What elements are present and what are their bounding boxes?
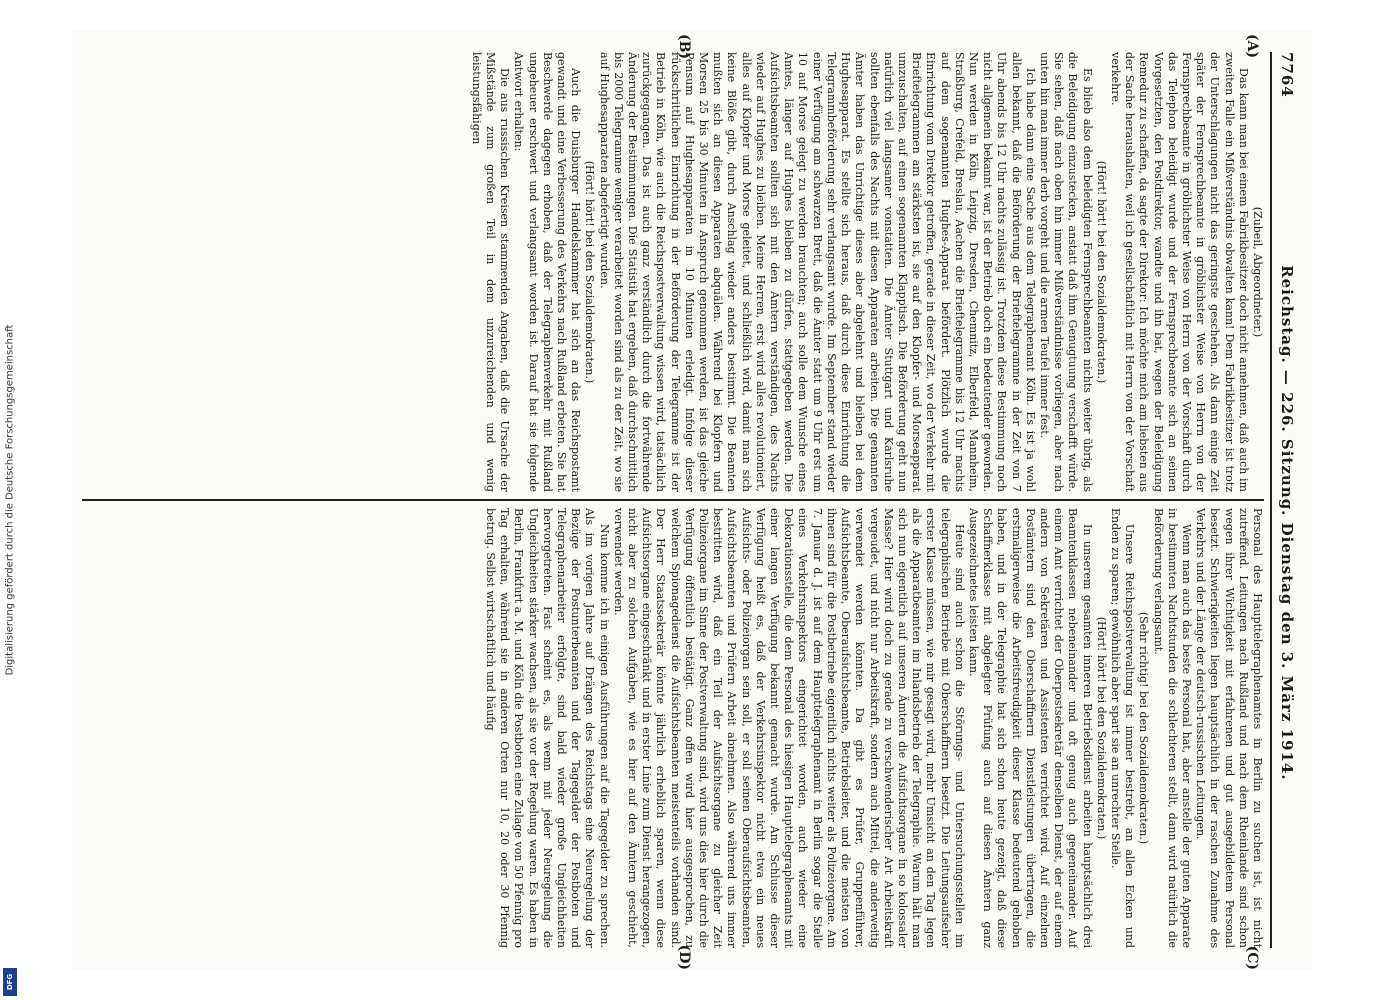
margin-mark-c: (C) [1243,945,1260,970]
digitization-note-text: Digitalisierung gefördert durch die Deutsche Forschungsgemeinschaft [4,324,16,676]
dfg-logo [3,968,17,996]
left-column [82,52,1264,492]
paragraph: Ich habe dann eine Sache aus dem Telegraphenamt Köln. Es ist ja wohl allen bekannt, daß die Beförderung der Brieftelegramme in der Zeit von 7 Uhr abends bis 12 Uhr nachts zulässig ist. Trotzdem diese Bestimmung noch nicht allgemein bekannt war, ist der Betrieb doch ein bedeutender geworden. Nun werden in Köln, Leipzig, Dresden, Chemnitz, Elberfeld, Mannheim, Straßburg, Crefeld, Breslau, Aachen die Brieftelegramme bis 12 Uhr nachts auf dem sogenannten Hughes-Apparat befördert. Plötzlich wurde die Einrichtung vom Direktor getroffen, gerade in dieser Zeit, wo der Verkehr mit Brieftelegrammen am stärksten ist, sie auf den Klopfer- und Morseapparat umzuschalten, auf einen sogenannten Klapptisch. Die Beförderung geht nun natürlich viel langsamer vonstatten. Die Ämter Stuttgart und Karlsruhe sollten ebenfalls des Nachts mit diesen Apparaten arbeiten. Die genannten Ämter haben das Unrichtige dieses aber abgelehnt und bleiben bei dem Hughesapparat. Es stellte sich heraus, daß durch diese Einrichtung die Telegrammbeförderung sehr verlangsamt wurde. Im September stand wieder einer Verfügung am schwarzen Brett, daß die Ämter statt um 9 Uhr erst um 10 auf Morse gelegt zu werden brauchten; auch solle dem Wunsche eines Amtes, länger auf Hughes bleiben zu dürfen, stattgegeben werden. Die Aufsichtsbeamten sollten sich mit den Ämtern verständigen, des Nachts wieder auf Hughes zu bleiben. Meine Herren, erst wird alles revolutioniert, alles auf Klopfer und Morse geleitet, und schließlich wird, damit man sich keine Blöße gibt, durch Anschlag wieder anders bestimmt. Die Beamten mußten sich an diesen Apparaten abquälen. Während bei Klopfern und Morsen 25 bis 30 Minuten in Anspruch genommen werden, ist das gleiche Pensum auf Hughesapparaten in 10 Minuten erledigt. Infolge dieser rückschrittlichen Einrichtung in der Beförderung der Telegramme ist der Betrieb in Köln, wie auch die Reichspostverwaltung wissen wird, tatsächlich zurückgegangen. Das ist auch ganz verständlich durch die fortwährende Änderung der Bestimmungen. Die Statistik hat ergeben, daß durchschnittlich bis 2000 Telegramme weniger verarbeitet worden sind als zu der Zeit, wo sie auf Hughesapparaten abgefertigt wurden. [597,52,1037,492]
document-page [72,30,1312,970]
paragraph: (Zubeil, Abgeordneter.) [1250,206,1264,338]
interjection: (Hört! hört! bei den Sozialdemokraten.) [1094,616,1108,840]
margin-mark-d: (D) [675,944,692,970]
paragraph: Unsere Reichspostverwaltung ist immer bestrebt, an allen Ecken und Enden zu sparen; gewöhnlich aber spart sie an unrechter Stelle. [1108,508,1136,948]
margin-mark-a: (A) [1243,34,1260,59]
paragraph: Nun komme ich in einigen Ausführungen auf die Tagegelder zu sprechen. Als im vorigen Jahre auf Drängen des Reichstags eine Neuregelung der Bezüge der Postunterbeamten und der Tagegelder der Postboten und Telegraphenarbeiter erfolgte, sind bald wieder große Ungleichheiten hervorgetreten. Fast scheint es, als wenn mit jeder Neuregelung die Ungleichheiten stärker wachsen, als sie vor der Regelung waren. Es haben in Berlin, Frankfurt a. M. und Köln die Postboten eine Zulage von 50 Pfennig pro Tag erhalten, während sie in anderen Orten nur 10, 20 oder 30 Pfennig betrug. Selbst wirtschaftlich und häufig [483,508,611,948]
column-divider [82,499,1264,501]
interjection: (Hört! hört! bei den Sozialdemokraten.) [1094,160,1108,384]
paragraph: Auch die Duisburger Handelskammer hat sich an das Reichspostamt gewandt und eine Verbesserung des Verkehrs nach Rußland erbeten. Sie hat Beschwerde dagegen erhoben, daß der Telegraphenverkehr mit Rußland ungeheuer erschwert und verlangsamt worden ist. Darauf hat sie folgende Antwort erhalten: [511,52,582,492]
interjection: (Hört! hört! bei den Sozialdemokraten.) [582,160,596,384]
quoted-paragraph: Personal des Haupttelegraphenamtes in Berlin zu suchen ist, ist nicht zutreffend. Leitungen nach Rußland und nach dem Rheinlande sind schon wegen ihrer Wichtigkeit mit erfahrenen und gut ausgebildetem Personal besetzt. Schwierigkeiten liegen hauptsächlich in der raschen Zunahme des Verkehrs und der Länge der deutsch-russischen Leitungen. [1193,508,1264,948]
paragraph: Es blieb also dem beleidigten Fernsprechbeamten nichts weiter übrig, als die Beleidigung einzustecken, anstatt daß ihm Genugtuung verschafft würde. Sie sehen, daß nach oben hin immer Mißverständnisse vorliegen, aber nach unten hin man immer derb vorgeht und die armen Teufel immer fest. [1037,52,1094,492]
quoted-paragraph: Die aus russischen Kreisen stammenden Angaben, daß die Ursache der Mißstände zum großen Teil in dem unzureichenden und wenig leistungsfähigen [469,52,511,492]
interjection: (Sehr richtig! bei den Sozialdemokraten.) [1136,611,1150,845]
page-number: 7764 [1277,52,1296,98]
paragraph: Heute sind auch schon die Störungs- und Untersuchungsstellen im telegraphischen Betriebe mit Oberschaffnern besetzt. Die Leitungsaufseher erster Klasse müssen, wie mir gesagt wird, mehr Umsicht an den Tag legen als die Apparatbeamten im Inlandsbetrieb der Telegraphie. Warum hält man sich nun eigentlich auf unseren Ämtern die Aufsichtsorgane in so kolossaler Masse? Hier wird doch zu gerade zu verschwenderischer Art Arbeitskraft vergeudet, und nicht nur Arbeitskraft, sondern auch Mittel, die anderweitig verwendet werden könnten. Da gibt es Prüfer, Gruppenführer, Aufsichtsbeamte, Oberaufsichtsbeamte, Betriebsleiter, und die meisten von ihnen sind für die Postbetriebe eigentlich nichts weiter als Polizeiorgane. Am 7. Januar d. J. ist auf dem Haupttelegraphenamt in Berlin sogar die Stelle eines Verkehrsinspektors eingerichtet worden, auch wieder eine Dekorationsstelle, die dem Personal des hiesigen Haupttelegraphenamts mit einer langen Verfügung bekannt gemacht wurde. Am Schlusse dieser Verfügung heißt es, daß der Verkehrsinspektor nicht etwa ein neues Aufsichts- oder Polizeiorgan sein soll, er soll seinen Oberaufsichtsbeamten, Aufsichtsbeamten und Prüfern Arbeit abnehmen. Also während uns immer bestritten wird, daß ein Teil der Aufsichtsorgane zu gleicher Zeit Polizeiorgane im Sinne der Postverwaltung sind, wird uns dies hier durch die Verfügung öffentlich bestätigt. Ganz offen wird hier ausgesprochen, zu welchem Spionagedienst die Aufsichtsbeamten meistenteils vorhanden sind. Der Herr Staatssekretär könnte jährlich erheblich sparen, wenn diese Aufsichtsorgane eingeschränkt und in erster Linie zum Dienst herangezogen, nicht aber zu solchen Aufgaben, wie es hier auf den Ämtern geschieht, verwendet werden. [611,508,966,948]
page-header [1270,52,1302,948]
page-title: Reichstag. — 226. Sitzung. Dienstag den 3. März 1914. [1277,265,1296,781]
digitization-note [2,0,18,1000]
paragraph: Das kann man bei einem Fabrikbesitzer doch nicht annehmen, daß auch im zweiten Falle ein Mißverständnis obwalten kann! Dem Fabrikbesitzer ist trotz der Unterschlagungen nicht das geringste geschehen. Als dann einige Zeit später der Fernsprechbeamte in gröblichster Weise von Herrn von der Fernsprechbeamte in gröblichster Weise von Herrn von der Vorschaft durch das Telephon beleidigt wurde und der Fernsprechbeamte sich an seinen Vorgesetzten, den Postdirektor, wandte und ihn bat, wegen der Beleidigung Remedur zu schaffen, da sagte der Direktor: Ich möchte mich am liebsten aus der Sache heraushalten, weil ich gesellschaftlich mit Herrn von der Vorschaft verkehre. [1108,52,1250,492]
dfg-logo-text: DFG [6,973,14,991]
right-column [82,508,1264,948]
paragraph: In unserem gesamten inneren Betriebsdienst arbeiten hauptsächlich drei Beamtenklassen nebeneinander und oft genug auch gegeneinander. Auf einem Amt verrichtet der Oberpostsekretär denselben Dienst, der auf einem andern von Sekretären und Assistenten verrichtet wird. Auf einzelnen Postämtern sind den Oberschaffnern Dienstleistungen übertragen, die erstmaligerweise die Arbeitsfreudigkeit dieser Klasse bedeutend gehoben haben, und in der Telegraphie hat sich schon heute gezeigt, daß diese Schaffnerklasse mit abgelegter Prüfung auch auf diesen Ämtern ganz Ausgezeichnetes leisten kann. [966,508,1094,948]
paragraph: Wenn man auch das beste Personal hat, aber anstelle der guten Apparate in bestimmten Nachtstunden die schlechteren stellt, dann wird natürlich die Beförderung verlangsamt. [1151,508,1193,948]
margin-mark-b: (B) [675,34,692,60]
